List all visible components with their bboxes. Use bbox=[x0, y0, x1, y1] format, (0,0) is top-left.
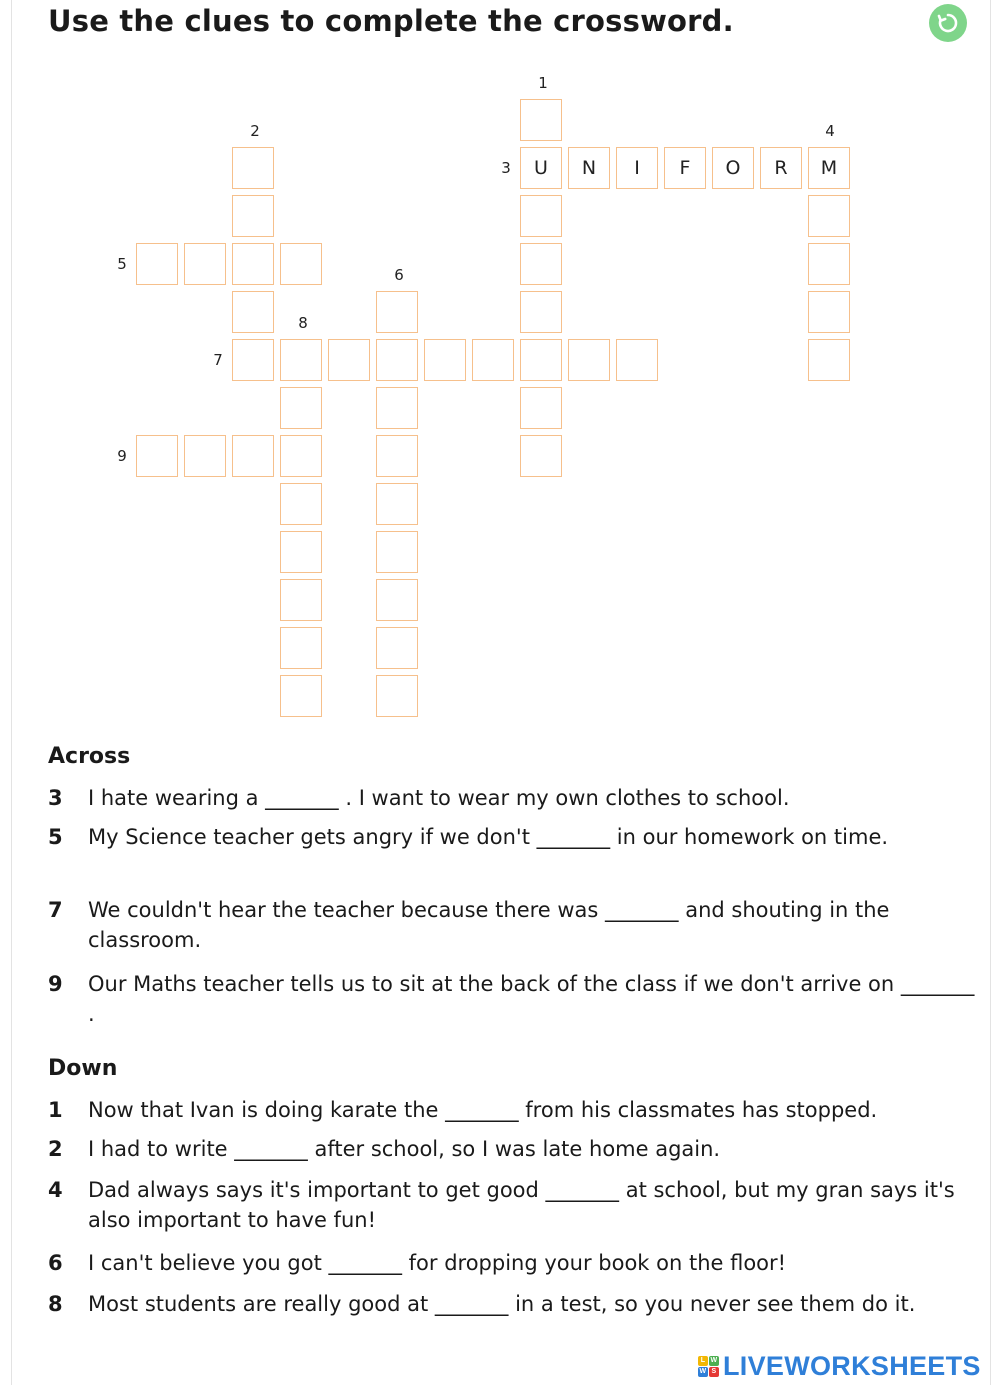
crossword-cell[interactable] bbox=[424, 339, 466, 381]
clue-text: I hate wearing a _______ . I want to wear my own clothes to school. bbox=[88, 786, 790, 810]
liveworksheets-logo[interactable] bbox=[698, 1349, 981, 1383]
clue-text: My Science teacher gets angry if we don't _______ in our homework on time. bbox=[88, 825, 889, 849]
crossword-cell[interactable] bbox=[232, 195, 274, 237]
reset-arrow-icon bbox=[936, 11, 960, 35]
crossword-cell[interactable] bbox=[808, 291, 850, 333]
crossword-cell[interactable] bbox=[136, 243, 178, 285]
clue-text: We couldn't hear the teacher because there was _______ and shouting in the classroom. bbox=[88, 898, 890, 952]
logo-text: LIVEWORKSHEETS bbox=[723, 1350, 981, 1381]
clue-text: Dad always says it's important to get good _______ at school, but my gran says it's also important to have fun! bbox=[88, 1178, 955, 1232]
crossword-cell[interactable]: O bbox=[712, 147, 754, 189]
crossword-cell[interactable]: M bbox=[808, 147, 850, 189]
crossword-cell[interactable] bbox=[232, 147, 274, 189]
crossword-cell[interactable] bbox=[232, 243, 274, 285]
crossword-cell[interactable] bbox=[328, 339, 370, 381]
clue-number: 2 bbox=[48, 1137, 63, 1161]
crossword-cell[interactable] bbox=[280, 339, 322, 381]
crossword-cell[interactable]: F bbox=[664, 147, 706, 189]
crossword-cell[interactable] bbox=[376, 531, 418, 573]
crossword-cell[interactable] bbox=[280, 531, 322, 573]
grid-number: 6 bbox=[394, 266, 404, 284]
crossword-cell[interactable] bbox=[520, 435, 562, 477]
logo-mark-tile: L bbox=[698, 1356, 708, 1366]
crossword-cell[interactable] bbox=[376, 627, 418, 669]
clue-number: 6 bbox=[48, 1251, 63, 1275]
crossword-cell[interactable] bbox=[376, 579, 418, 621]
crossword-cell[interactable]: N bbox=[568, 147, 610, 189]
crossword-cell[interactable] bbox=[280, 483, 322, 525]
crossword-cell[interactable] bbox=[472, 339, 514, 381]
crossword-cell[interactable] bbox=[232, 435, 274, 477]
grid-number: 8 bbox=[298, 314, 308, 332]
clue-number: 9 bbox=[48, 972, 63, 996]
crossword-cell[interactable]: U bbox=[520, 147, 562, 189]
across-heading: Across bbox=[48, 744, 131, 769]
crossword-cell[interactable] bbox=[280, 579, 322, 621]
page-border-right bbox=[990, 0, 991, 1385]
grid-number: 9 bbox=[117, 447, 127, 465]
crossword-cell[interactable] bbox=[280, 627, 322, 669]
crossword-cell[interactable] bbox=[520, 99, 562, 141]
logo-mark-tile: S bbox=[709, 1367, 719, 1377]
reset-button[interactable] bbox=[929, 4, 967, 42]
clue-number: 1 bbox=[48, 1098, 63, 1122]
crossword-cell[interactable] bbox=[232, 291, 274, 333]
clue-number: 4 bbox=[48, 1178, 63, 1202]
crossword-cell[interactable] bbox=[376, 435, 418, 477]
clue-number: 5 bbox=[48, 825, 63, 849]
crossword-cell[interactable] bbox=[376, 675, 418, 717]
crossword-cell[interactable]: R bbox=[760, 147, 802, 189]
clue-text: I can't believe you got _______ for dropping your book on the floor! bbox=[88, 1251, 787, 1275]
crossword-cell[interactable] bbox=[280, 675, 322, 717]
grid-number: 1 bbox=[538, 74, 548, 92]
crossword-cell[interactable] bbox=[136, 435, 178, 477]
crossword-cell[interactable] bbox=[808, 339, 850, 381]
crossword-cell[interactable] bbox=[520, 387, 562, 429]
down-heading: Down bbox=[48, 1056, 118, 1081]
clue-number: 3 bbox=[48, 786, 63, 810]
crossword-cell[interactable] bbox=[184, 243, 226, 285]
grid-number: 4 bbox=[825, 122, 835, 140]
crossword-cell[interactable] bbox=[376, 339, 418, 381]
crossword-cell[interactable] bbox=[376, 387, 418, 429]
crossword-cell[interactable] bbox=[232, 339, 274, 381]
clue-text: Our Maths teacher tells us to sit at the back of the class if we don't arrive on _______ . bbox=[88, 972, 975, 1026]
crossword-cell[interactable] bbox=[520, 339, 562, 381]
crossword-cell[interactable] bbox=[520, 243, 562, 285]
grid-number: 7 bbox=[213, 351, 223, 369]
crossword-cell[interactable] bbox=[520, 195, 562, 237]
crossword-cell[interactable] bbox=[808, 243, 850, 285]
grid-number: 3 bbox=[501, 159, 511, 177]
clue-text: I had to write _______ after school, so I was late home again. bbox=[88, 1137, 721, 1161]
logo-mark-tile: W bbox=[710, 1356, 718, 1364]
logo-mark-icon bbox=[698, 1356, 719, 1377]
grid-number: 2 bbox=[250, 122, 260, 140]
crossword-cell[interactable] bbox=[616, 339, 658, 381]
crossword-cell[interactable] bbox=[520, 291, 562, 333]
crossword-cell[interactable] bbox=[568, 339, 610, 381]
crossword-cell[interactable] bbox=[376, 291, 418, 333]
page-border-left bbox=[11, 0, 12, 1385]
crossword-cell[interactable] bbox=[280, 435, 322, 477]
crossword-cell[interactable] bbox=[280, 387, 322, 429]
crossword-cell[interactable] bbox=[376, 483, 418, 525]
logo-mark-tile: W bbox=[699, 1367, 707, 1375]
clue-text: Now that Ivan is doing karate the _______ from his classmates has stopped. bbox=[88, 1098, 878, 1122]
clue-text: Most students are really good at _______ in a test, so you never see them do it. bbox=[88, 1292, 916, 1316]
crossword-cell[interactable] bbox=[184, 435, 226, 477]
clue-number: 7 bbox=[48, 898, 63, 922]
clue-number: 8 bbox=[48, 1292, 63, 1316]
crossword-cell[interactable] bbox=[808, 195, 850, 237]
crossword-cell[interactable]: I bbox=[616, 147, 658, 189]
crossword-cell[interactable] bbox=[280, 243, 322, 285]
grid-number: 5 bbox=[117, 255, 127, 273]
page-title: Use the clues to complete the crossword. bbox=[48, 4, 734, 38]
